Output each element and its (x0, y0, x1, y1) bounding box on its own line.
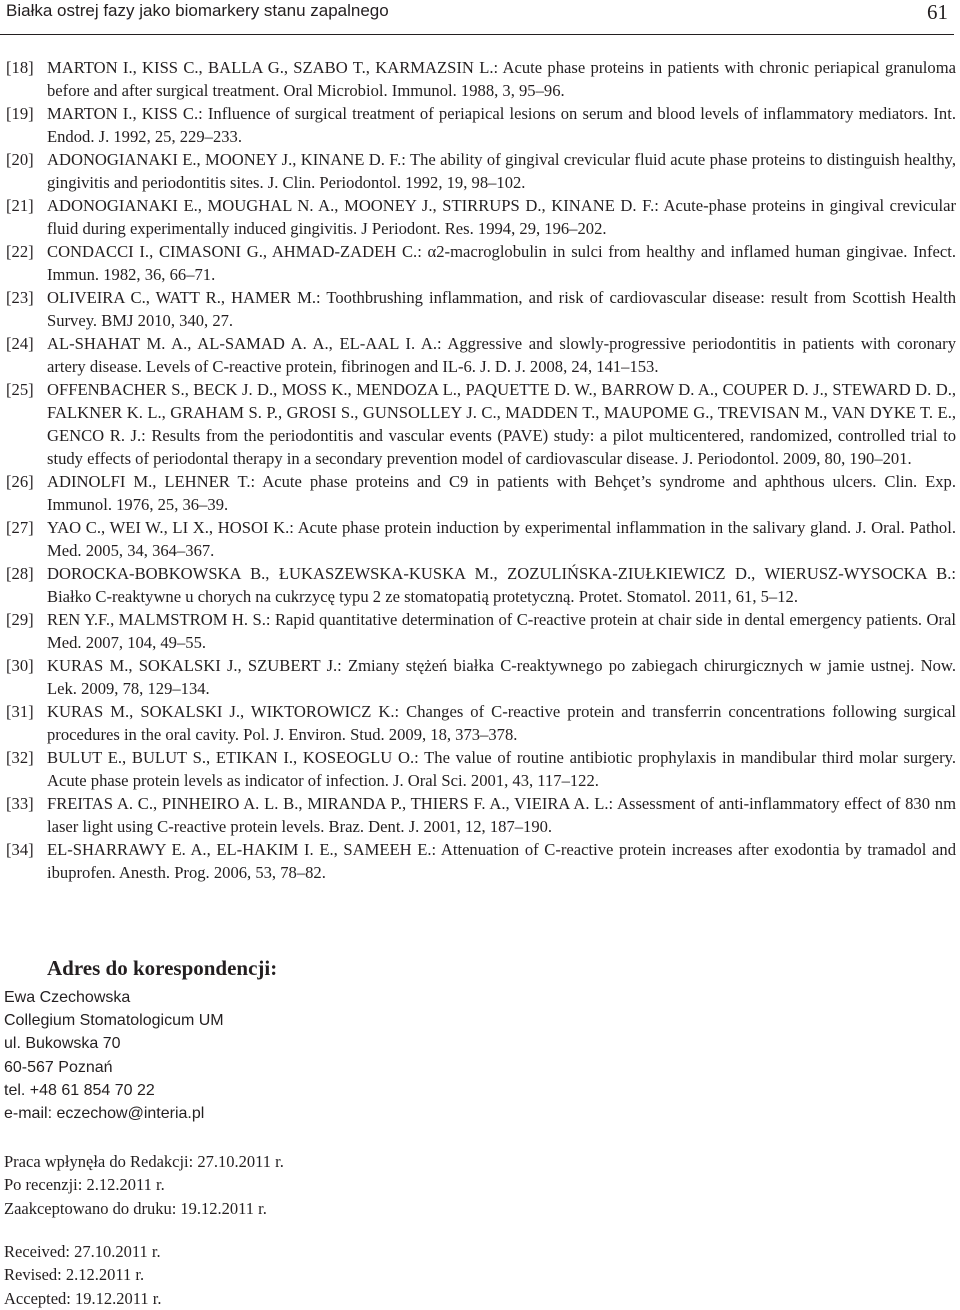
correspondence-email[interactable]: e-mail: eczechow@interia.pl (4, 1105, 205, 1123)
date-accepted-pl: Zaakceptowano do druku: 19.12.2011 r. (4, 1198, 267, 1218)
reference-text: FREITAS A. C., PINHEIRO A. L. B., MIRANDA P., THIERS F. A., VIEIRA A. L.: Assessment of anti-inflammatory effect of 830 nm laser light using C-reactive protein levels. Braz. Dent. J. 2001, 12, 187–190. (47, 794, 956, 836)
reference-text: OLIVEIRA C., WATT R., HAMER M.: Toothbrushing inflammation, and risk of cardiovascular disease: result from Scottish Health Survey. BMJ 2010, 340, 27. (47, 288, 956, 330)
correspondence-street: ul. Bukowska 70 (4, 1035, 121, 1053)
reference-number: [29] (6, 610, 34, 629)
reference-item (6, 516, 956, 562)
reference-item (6, 746, 956, 792)
reference-number: [20] (6, 150, 34, 169)
reference-item (6, 332, 956, 378)
reference-item (6, 562, 956, 608)
reference-text: EL-SHARRAWY E. A., EL-HAKIM I. E., SAMEEH E.: Attenuation of C-reactive protein increases after exodontia by tramadol and ibuprofen. Anesth. Prog. 2006, 53, 78–82. (47, 840, 956, 882)
reference-number: [22] (6, 242, 34, 261)
reference-text: DOROCKA-BOBKOWSKA B., ŁUKASZEWSKA-KUSKA M., ZOZULIŃSKA-ZIUŁKIEWICZ D., WIERUSZ-WYSOCKA B.: Białko C-reaktywne u chorych na cukrzycę typu 2 ze stomatopatią protetyczną. Protet. Stomatol. 2011, 61, 5–12. (47, 564, 956, 606)
reference-text: OFFENBACHER S., BECK J. D., MOSS K., MENDOZA L., PAQUETTE D. W., BARROW D. A., COUPER D. J., STEWARD D. D., FALKNER K. L., GRAHAM S. P., GROSI S., GUNSOLLEY J. C., MADDEN T., MAUPOME G., TREVISAN M., VAN DYKE T. E., GENCO R. J.: Results from the periodontitis and vascular events (PAVE) study: a pilot multicentered, randomized, controlled trial to study effects of periodontal therapy in a secondary prevention model of cardiovascular disease. J. Periodontol. 2009, 80, 190–201. (47, 380, 956, 468)
reference-number: [30] (6, 656, 34, 675)
dates-english (4, 1240, 161, 1310)
reference-number: [34] (6, 840, 34, 859)
header-rule (0, 34, 954, 35)
date-accepted-en: Accepted: 19.12.2011 r. (4, 1288, 162, 1308)
reference-number: [28] (6, 564, 34, 583)
reference-list (6, 56, 956, 884)
reference-number: [26] (6, 472, 34, 491)
reference-item (6, 470, 956, 516)
date-received-pl: Praca wpłynęła do Redakcji: 27.10.2011 r. (4, 1152, 284, 1171)
reference-text: ADINOLFI M., LEHNER T.: Acute phase proteins and C9 in patients with Behçet’s syndrome and aphthous ulcers. Clin. Exp. Immunol. 1976, 25, 36–39. (47, 472, 956, 514)
reference-number: [31] (6, 702, 34, 721)
reference-item (6, 56, 956, 102)
reference-text: REN Y.F., MALMSTROM H. S.: Rapid quantitative determination of C-reactive protein at chair side in dental emergency patients. Oral Med. 2007, 104, 49–55. (47, 610, 956, 652)
reference-text: CONDACCI I., CIMASONI G., AHMAD-ZADEH C.: α2-macroglobulin in sulci from healthy and inflamed human gingivae. Infect. Immun. 1982, 36, 66–71. (47, 242, 956, 284)
reference-number: [24] (6, 334, 34, 353)
date-received-en: Received: 27.10.2011 r. (4, 1242, 161, 1261)
reference-item (6, 838, 956, 884)
date-revised-pl: Po recenzji: 2.12.2011 r. (4, 1175, 165, 1195)
reference-text: KURAS M., SOKALSKI J., WIKTOROWICZ K.: Changes of C-reactive protein and transferrin concentrations following surgical procedures in the oral cavity. Pol. J. Environ. Stud. 2009, 18, 373–378. (47, 702, 956, 744)
correspondence-heading: Adres do korespondencji: (47, 956, 278, 980)
reference-number: [33] (6, 794, 34, 813)
correspondence-city: 60-567 Poznań (4, 1058, 113, 1076)
reference-item (6, 378, 956, 470)
date-revised-en: Revised: 2.12.2011 r. (4, 1265, 145, 1285)
reference-number: [27] (6, 518, 34, 537)
page-header (6, 0, 954, 24)
reference-number: [19] (6, 104, 34, 123)
reference-number: [18] (6, 58, 34, 77)
reference-number: [32] (6, 748, 34, 767)
reference-item (6, 654, 956, 700)
reference-item (6, 148, 956, 194)
dates-polish (4, 1150, 284, 1220)
correspondence-phone: tel. +48 61 854 70 22 (4, 1081, 155, 1099)
reference-item (6, 608, 956, 654)
reference-text: AL-SHAHAT M. A., AL-SAMAD A. A., EL-AAL I. A.: Aggressive and slowly-progressive periodontitis in patients with coronary artery disease. Levels of C-reactive protein, fibrinogen and IL-6. J. D. J. 2008, 24, 141–153. (47, 334, 956, 376)
correspondence-name: Ewa Czechowska (4, 989, 131, 1006)
running-title: Białka ostrej fazy jako biomarkery stanu zapalnego (6, 1, 389, 20)
reference-text: BULUT E., BULUT S., ETIKAN I., KOSEOGLU O.: The value of routine antibiotic prophylaxis in mandibular third molar surgery. Acute phase protein levels as indicator of infection. J. Oral Sci. 2001, 43, 117–122. (47, 748, 956, 790)
reference-text: MARTON I., KISS C.: Influence of surgical treatment of periapical lesions on serum and blood levels of inflammatory mediators. Int. Endod. J. 1992, 25, 229–233. (47, 104, 956, 146)
reference-number: [21] (6, 196, 34, 215)
reference-number: [23] (6, 288, 34, 307)
reference-text: YAO C., WEI W., LI X., HOSOI K.: Acute phase protein induction by experimental inflammation in the salivary gland. J. Oral. Pathol. Med. 2005, 34, 364–367. (47, 518, 956, 560)
reference-text: ADONOGIANAKI E., MOUGHAL N. A., MOONEY J., STIRRUPS D., KINANE D. F.: Acute-phase proteins in gingival crevicular fluid during experimentally induced gingivitis. J Periodont. Res. 1994, 29, 196–202. (47, 196, 956, 238)
reference-text: MARTON I., KISS C., BALLA G., SZABO T., KARMAZSIN L.: Acute phase proteins in patients with chronic periapical granuloma before and after surgical treatment. Oral Microbiol. Immunol. 1988, 3, 95–96. (47, 58, 956, 100)
page-number: 61 (927, 0, 948, 24)
reference-item (6, 286, 956, 332)
reference-item (6, 792, 956, 838)
reference-item (6, 194, 956, 240)
reference-text: ADONOGIANAKI E., MOONEY J., KINANE D. F.: The ability of gingival crevicular fluid acute phase proteins to distinguish healthy, gingivitis and periodontitis sites. J. Clin. Periodontol. 1992, 19, 98–102. (47, 150, 956, 192)
reference-item (6, 700, 956, 746)
correspondence-address (4, 986, 224, 1125)
reference-item (6, 240, 956, 286)
reference-number: [25] (6, 380, 34, 399)
correspondence-institution: Collegium Stomatologicum UM (4, 1012, 224, 1030)
reference-item (6, 102, 956, 148)
reference-text: KURAS M., SOKALSKI J., SZUBERT J.: Zmiany stężeń białka C-reaktywnego po zabiegach chirurgicznych w jamie ustnej. Now. Lek. 2009, 78, 129–134. (47, 656, 956, 698)
